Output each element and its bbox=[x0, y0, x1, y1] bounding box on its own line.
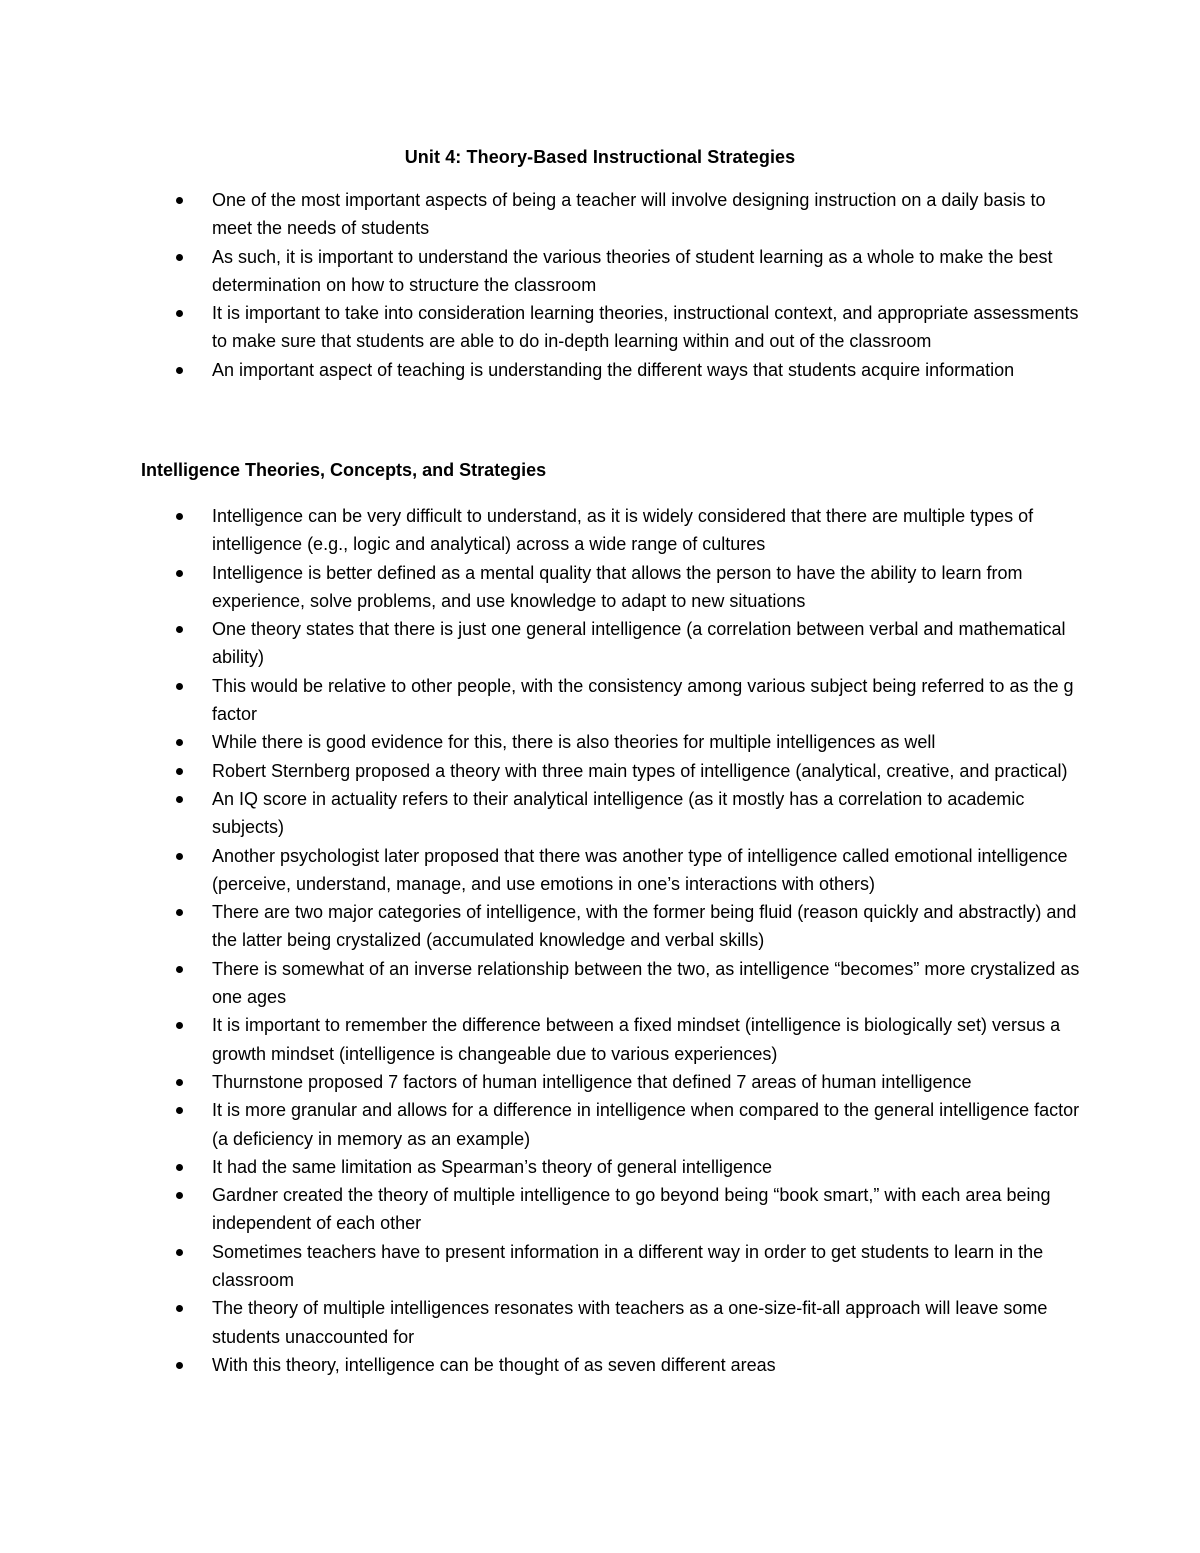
bullet-item bbox=[0, 243, 1080, 300]
bullet-item bbox=[0, 1068, 1080, 1096]
bullet-text: There is somewhat of an inverse relationship between the two, as intelligence “becomes” more crystalized as one ages bbox=[212, 958, 1080, 1008]
bullet-item bbox=[0, 1096, 1080, 1153]
bullet-dot-icon bbox=[176, 254, 183, 261]
bullet-dot-icon bbox=[176, 570, 183, 577]
intro-bullet-list bbox=[0, 186, 1080, 384]
bullet-text: It is important to take into consideration learning theories, instructional context, and appropriate assessments to make sure that students are able to do in-depth learning within and out of the classroom bbox=[212, 303, 1079, 352]
bullet-item bbox=[0, 1351, 1080, 1379]
bullet-item bbox=[0, 757, 1080, 785]
bullet-item bbox=[0, 955, 1080, 1012]
bullet-item bbox=[0, 186, 1080, 243]
bullet-item bbox=[0, 299, 1080, 356]
bullet-text: Robert Sternberg proposed a theory with three main types of intelligence (analytical, creative, and practical) bbox=[212, 760, 1068, 781]
bullet-dot-icon bbox=[176, 1107, 183, 1114]
bullet-dot-icon bbox=[176, 626, 183, 633]
bullet-text: It is important to remember the difference between a fixed mindset (intelligence is biologically set) versus a growth mindset (intelligence is changeable due to various experiences) bbox=[212, 1015, 1061, 1064]
bullet-text: An IQ score in actuality refers to their analytical intelligence (as it mostly has a correlation to academic subjects) bbox=[212, 788, 1025, 838]
bullet-dot-icon bbox=[176, 1192, 183, 1199]
bullet-text: This would be relative to other people, with the consistency among various subject being referred to as the g factor bbox=[212, 675, 1074, 725]
bullet-text: Another psychologist later proposed that there was another type of intelligence called emotional intelligence (perceive, understand, manage, and use emotions in one’s interactions with others) bbox=[212, 845, 1068, 894]
bullet-text: It had the same limitation as Spearman’s theory of general intelligence bbox=[212, 1156, 772, 1177]
bullet-text: Intelligence can be very difficult to understand, as it is widely considered that there are multiple types of intelligence (e.g., logic and analytical) across a wide range of cultures bbox=[212, 506, 1034, 555]
bullet-text: Thurnstone proposed 7 factors of human intelligence that defined 7 areas of human intelligence bbox=[212, 1071, 972, 1092]
bullet-item bbox=[0, 728, 1080, 756]
bullet-dot-icon bbox=[176, 310, 183, 317]
bullet-item bbox=[0, 1238, 1080, 1295]
bullet-dot-icon bbox=[176, 683, 183, 690]
bullet-dot-icon bbox=[176, 367, 183, 374]
section-heading: Intelligence Theories, Concepts, and Strategies bbox=[141, 460, 547, 480]
bullet-text: One of the most important aspects of being a teacher will involve designing instruction on a daily basis to meet the needs of students bbox=[212, 190, 1046, 239]
bullet-text: As such, it is important to understand the various theories of student learning as a whole to make the best determination on how to structure the classroom bbox=[212, 246, 1053, 295]
bullet-text: One theory states that there is just one general intelligence (a correlation between verbal and mathematical ability) bbox=[212, 619, 1066, 668]
bullet-text: Gardner created the theory of multiple intelligence to go beyond being “book smart,” with each area being independent of each other bbox=[212, 1185, 1051, 1234]
bullet-item bbox=[0, 785, 1080, 842]
bullet-dot-icon bbox=[176, 1362, 183, 1369]
bullet-dot-icon bbox=[176, 513, 183, 520]
bullet-text: It is more granular and allows for a difference in intelligence when compared to the general intelligence factor (a deficiency in memory as an example) bbox=[212, 1100, 1080, 1149]
bullet-dot-icon bbox=[176, 1305, 183, 1312]
bullet-dot-icon bbox=[176, 768, 183, 775]
bullet-text: Sometimes teachers have to present information in a different way in order to get students to learn in the classroom bbox=[212, 1241, 1044, 1291]
intelligence-bullet-list bbox=[0, 502, 1080, 1379]
bullet-item bbox=[0, 842, 1080, 899]
bullet-dot-icon bbox=[176, 1022, 183, 1029]
bullet-item bbox=[0, 615, 1080, 672]
bullet-dot-icon bbox=[176, 197, 183, 204]
bullet-item bbox=[0, 1294, 1080, 1351]
bullet-text: There are two major categories of intelligence, with the former being fluid (reason quickly and abstractly) and the latter being crystalized (accumulated knowledge and verbal skills) bbox=[212, 902, 1077, 951]
bullet-item bbox=[0, 502, 1080, 559]
document-title: Unit 4: Theory-Based Instructional Strategies bbox=[404, 147, 796, 167]
bullet-item bbox=[0, 672, 1080, 729]
bullet-dot-icon bbox=[176, 1079, 183, 1086]
bullet-item bbox=[0, 1153, 1080, 1181]
bullet-item bbox=[0, 1011, 1080, 1068]
bullet-text: Intelligence is better defined as a mental quality that allows the person to have the ability to learn from experience, solve problems, and use knowledge to adapt to new situations bbox=[212, 562, 1023, 611]
bullet-dot-icon bbox=[176, 909, 183, 916]
bullet-dot-icon bbox=[176, 966, 183, 973]
bullet-dot-icon bbox=[176, 796, 183, 803]
bullet-text: While there is good evidence for this, there is also theories for multiple intelligences as well bbox=[212, 732, 936, 753]
bullet-item bbox=[0, 898, 1080, 955]
bullet-dot-icon bbox=[176, 1164, 183, 1171]
bullet-dot-icon bbox=[176, 853, 183, 860]
bullet-item bbox=[0, 356, 1080, 384]
bullet-item bbox=[0, 1181, 1080, 1238]
bullet-item bbox=[0, 559, 1080, 616]
bullet-dot-icon bbox=[176, 1249, 183, 1256]
bullet-dot-icon bbox=[176, 739, 183, 746]
bullet-text: An important aspect of teaching is understanding the different ways that students acquire information bbox=[212, 359, 1015, 380]
bullet-text: With this theory, intelligence can be thought of as seven different areas bbox=[212, 1354, 776, 1375]
bullet-text: The theory of multiple intelligences resonates with teachers as a one-size-fit-all approach will leave some students unaccounted for bbox=[212, 1298, 1048, 1347]
